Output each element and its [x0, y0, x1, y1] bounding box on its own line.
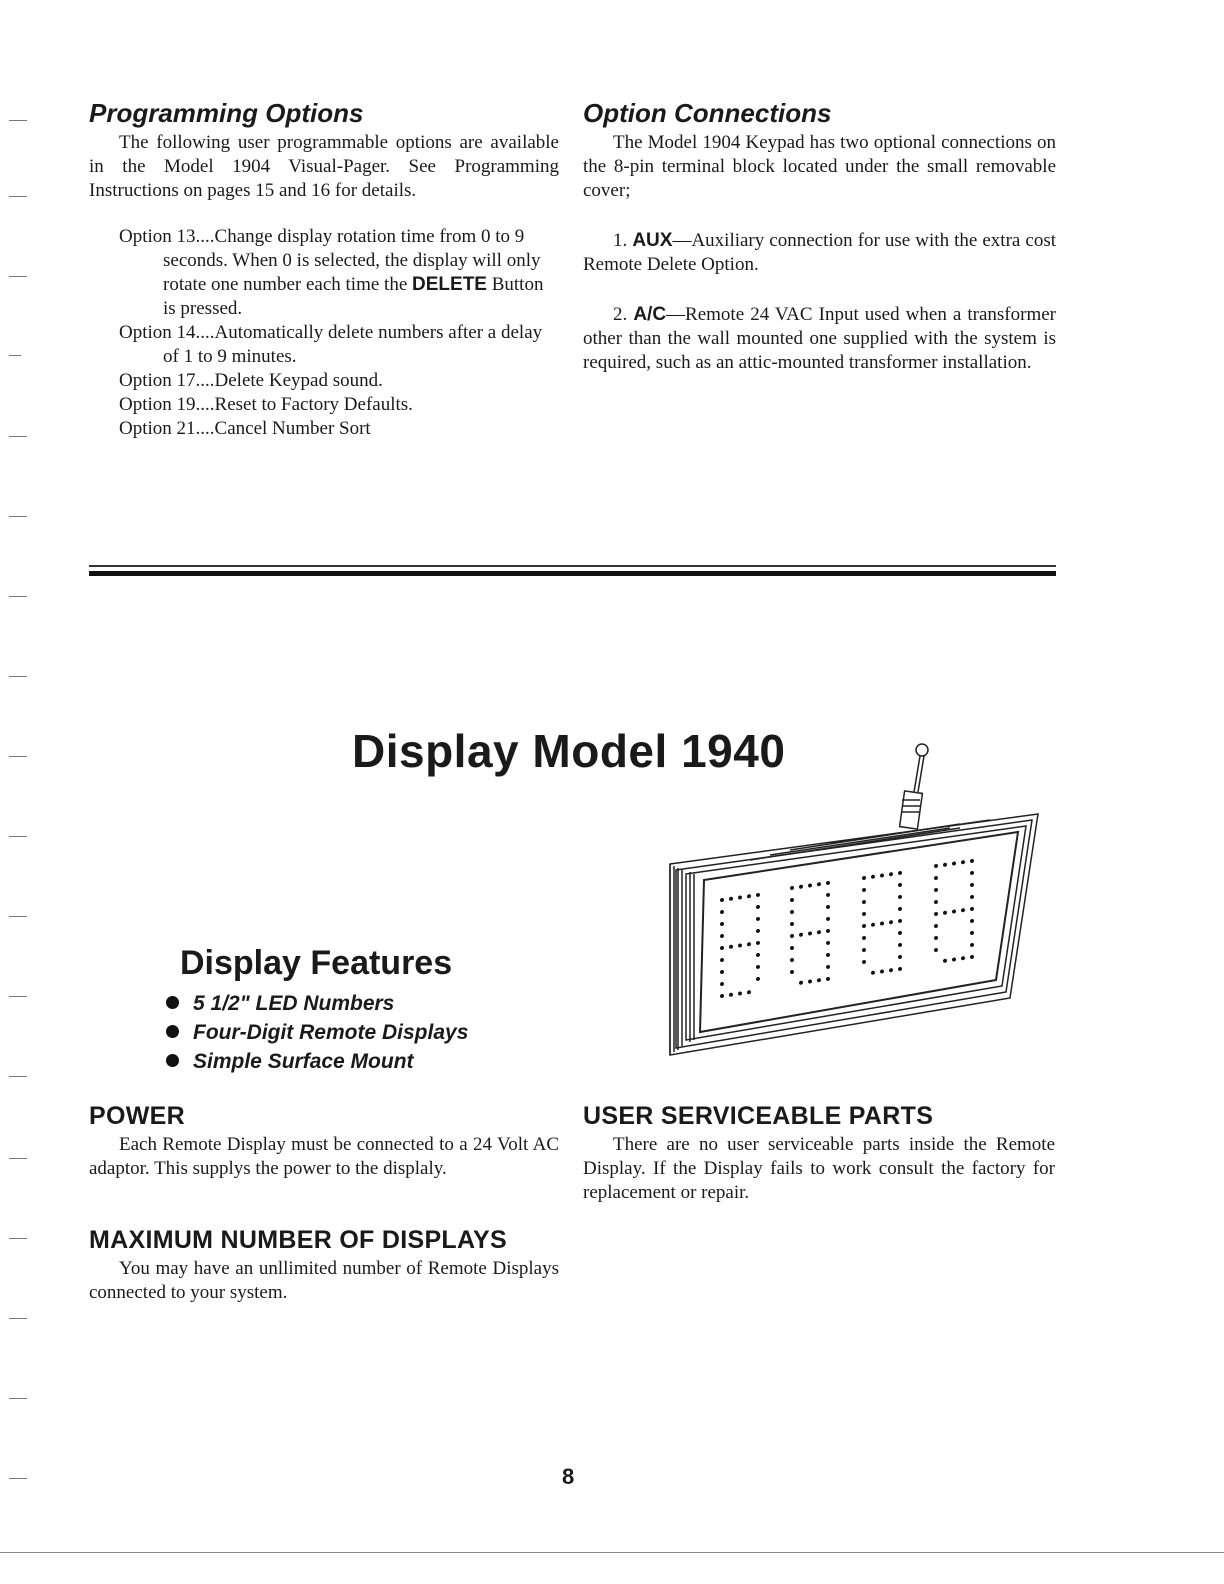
- ac-keyword: A/C: [633, 304, 667, 325]
- connection-ac: 2. A/C—Remote 24 VAC Input used when a transformer other than the wall mounted one supplied with the system is required, such as an attic-mounted transformer installation.: [583, 304, 1056, 373]
- user-parts-heading: USER SERVICEABLE PARTS: [583, 1102, 934, 1130]
- feature-bullet: Simple Surface Mount: [166, 1047, 580, 1076]
- user-parts-text: There are no user serviceable parts inside the Remote Display. If the Display fails to work consult the factory for replacement or repair.: [583, 1134, 1055, 1203]
- divider-thin: [89, 565, 1056, 567]
- programming-options-heading: Programming Options: [89, 98, 364, 128]
- bottom-edge: [0, 1552, 1224, 1553]
- delete-keyword: DELETE: [412, 274, 487, 295]
- power-heading: POWER: [89, 1102, 185, 1130]
- connection-aux: 1. AUX—Auxiliary connection for use with the extra cost Remote Delete Option.: [583, 230, 1057, 275]
- page-number: 8: [562, 1464, 575, 1489]
- max-displays-heading: MAXIMUM NUMBER OF DISPLAYS: [89, 1226, 508, 1254]
- feature-bullet: Four-Digit Remote Displays: [166, 1018, 580, 1047]
- display-features-section: [180, 944, 580, 1076]
- bullet-icon: [166, 1054, 179, 1067]
- bullet-icon: [166, 1025, 179, 1038]
- connections-intro: The Model 1904 Keypad has two optional connections on the 8-pin terminal block located under the small removable cover;: [583, 132, 1056, 201]
- option-14: Option 14....Automatically delete numbers after a delay of 1 to 9 minutes.: [119, 322, 543, 367]
- max-displays-section: [89, 1226, 559, 1305]
- option-17: Option 17....Delete Keypad sound.: [119, 370, 383, 391]
- aux-keyword: AUX: [632, 230, 673, 251]
- programming-options-section: [89, 98, 559, 441]
- display-frame: [670, 814, 1038, 1055]
- divider-thick: [89, 571, 1056, 576]
- user-parts-section: [583, 1102, 1055, 1205]
- display-features-heading: Display Features: [180, 944, 453, 982]
- feature-bullet: 5 1/2" LED Numbers: [166, 989, 580, 1018]
- power-text: Each Remote Display must be connected to a 24 Volt AC adaptor. This supplys the power to the displaly.: [89, 1134, 559, 1179]
- option-connections-heading: Option Connections: [583, 98, 832, 128]
- max-displays-text: You may have an unllimited number of Remote Displays connected to your system.: [89, 1258, 559, 1303]
- led-digits: [720, 859, 974, 999]
- power-section: [89, 1102, 559, 1181]
- page-title: Display Model 1940: [352, 725, 786, 777]
- bullet-icon: [166, 996, 179, 1009]
- options-list: [89, 225, 559, 441]
- display-illustration: [630, 740, 1050, 1060]
- antenna: [900, 744, 928, 829]
- programming-intro: The following user programmable options are available in the Model 1904 Visual-Pager. See Programming Instructions on pages 15 and 16 for details.: [89, 132, 559, 201]
- option-21: Option 21....Cancel Number Sort: [119, 418, 371, 439]
- option-connections-section: [583, 98, 1056, 375]
- option-13: Option 13....Change display rotation time from 0 to 9 seconds. When 0 is selected, the display will only rotate one number each time the DELETE Button is pressed.: [119, 226, 544, 319]
- option-19: Option 19....Reset to Factory Defaults.: [119, 394, 413, 415]
